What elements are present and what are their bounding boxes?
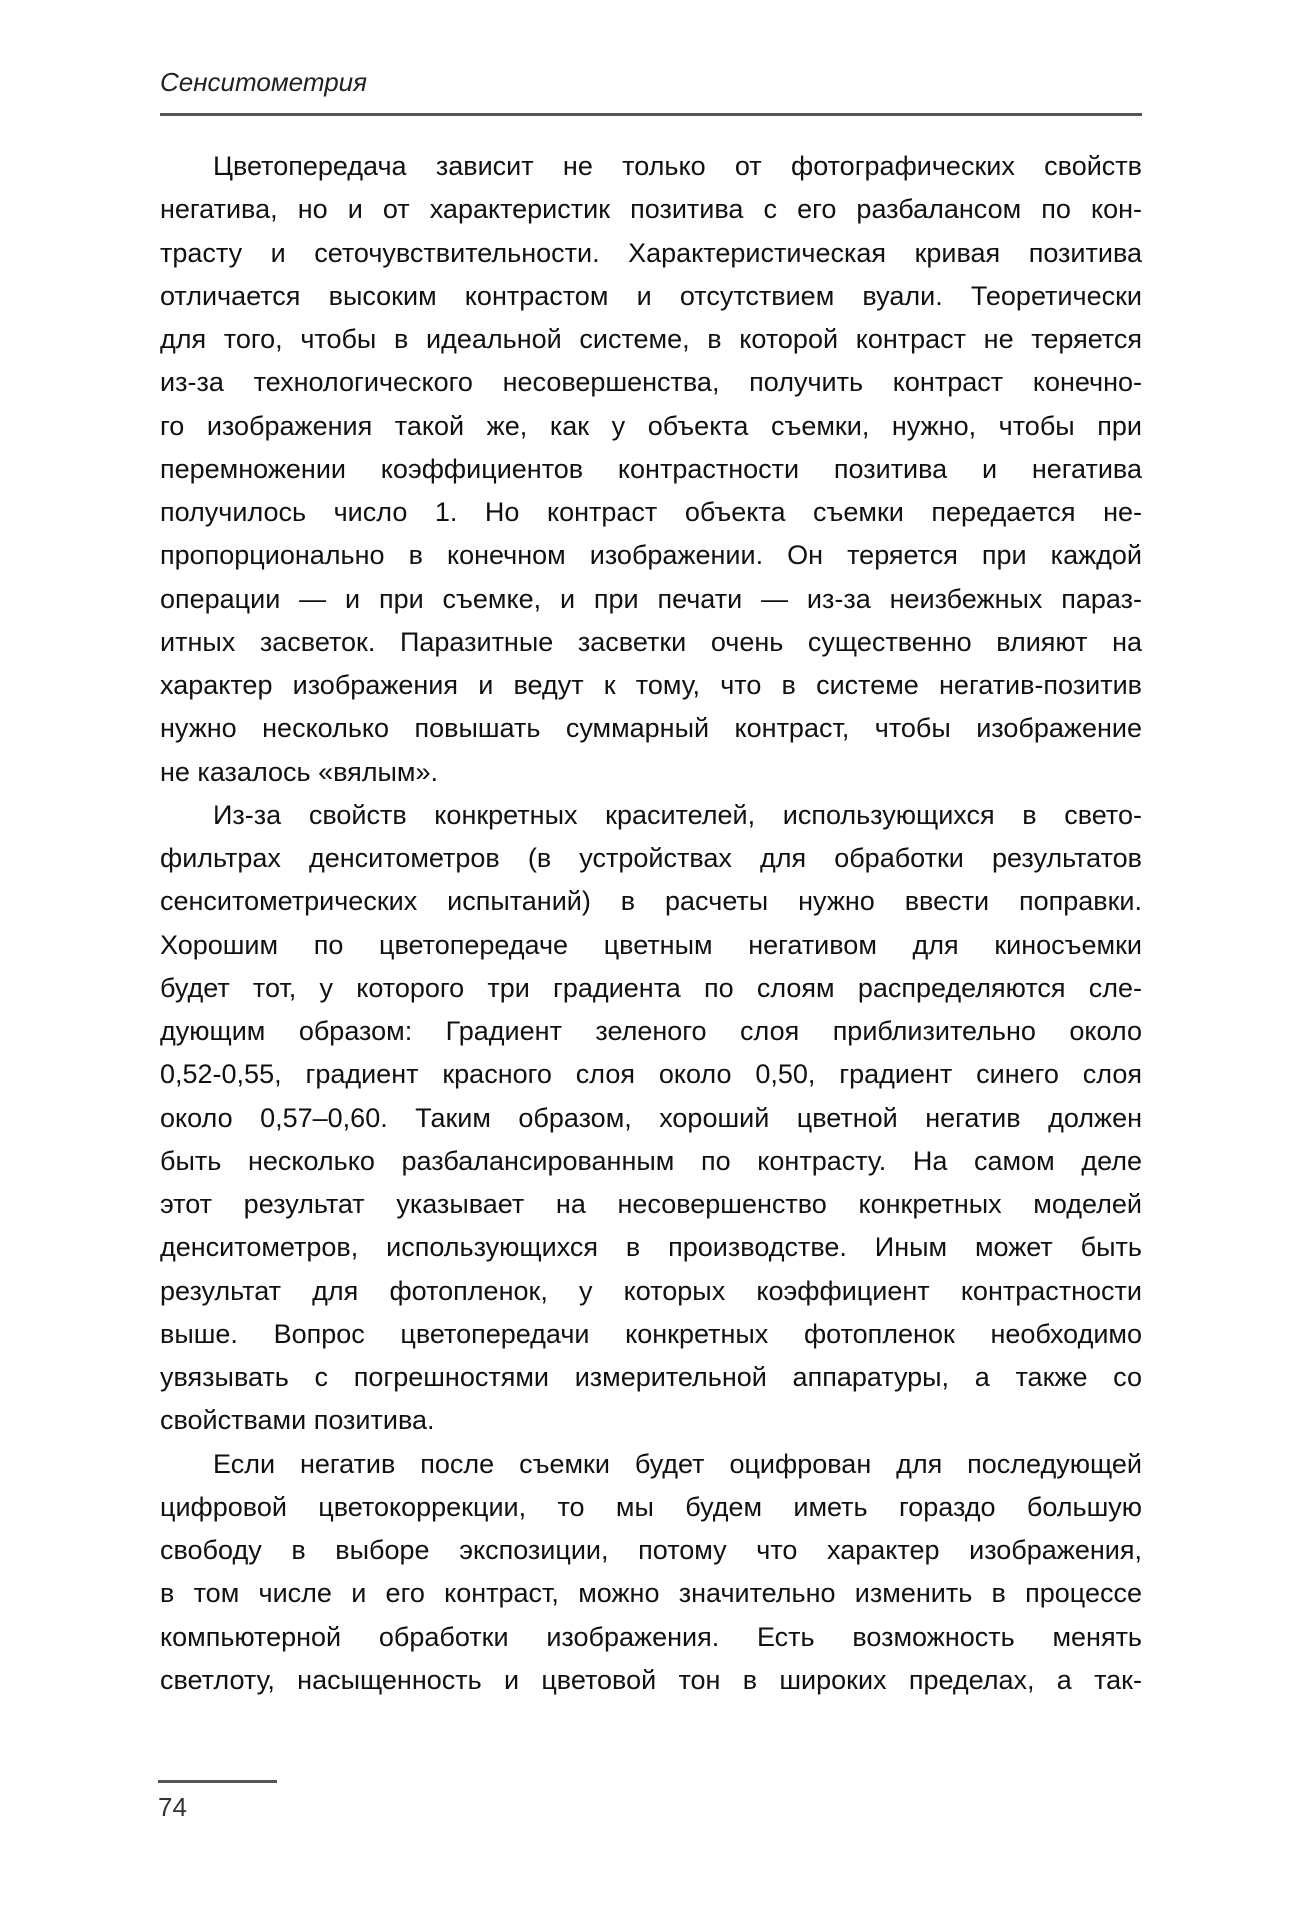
text-line: цифровой цветокоррекции, то мы будем иметь гораздо большую bbox=[160, 1491, 1142, 1522]
running-head-title: Сенситометрия bbox=[160, 67, 367, 97]
text-line: дующим образом: Градиент зеленого слоя приблизительно около bbox=[160, 1016, 1142, 1046]
text-line: денситометров, использующихся в производстве. Иным может быть bbox=[160, 1232, 1142, 1263]
text-line: светлоту, насыщенность и цветовой тон в широких пределах, а так- bbox=[160, 1664, 1142, 1695]
text-line: отличается высоким контрастом и отсутствием вуали. Теоретически bbox=[160, 280, 1142, 311]
text-line: получилось число 1. Но контраст объекта съемки передается не- bbox=[160, 497, 1142, 527]
text-line: выше. Вопрос цветопередачи конкретных фотопленок необходимо bbox=[160, 1318, 1142, 1349]
text-line: быть несколько разбалансированным по контрасту. На самом деле bbox=[160, 1145, 1142, 1176]
text-line: увязывать с погрешностями измерительной аппаратуры, а также со bbox=[160, 1362, 1142, 1392]
text-line: свободу в выборе экспозиции, потому что характер изображения, bbox=[160, 1535, 1142, 1565]
text-line: го изображения такой же, как у объекта съемки, нужно, чтобы при bbox=[160, 410, 1142, 441]
paragraph bbox=[160, 1443, 1142, 1703]
text-line: результат для фотопленок, у которых коэффициент контрастности bbox=[160, 1275, 1142, 1306]
text-line: Если негатив после съемки будет оцифрован для последующей bbox=[213, 1448, 1142, 1479]
text-line: сенситометрических испытаний) в расчеты нужно ввести поправки. bbox=[160, 886, 1142, 917]
text-line: характер изображения и ведут к тому, что в системе негатив-позитив bbox=[160, 670, 1142, 700]
footer-rule bbox=[158, 1780, 277, 1783]
text-line: 0,52-0,55, градиент красного слоя около 0,50, градиент синего слоя bbox=[160, 1059, 1142, 1090]
text-line: Хорошим по цветопередаче цветным негативом для киносъемки bbox=[160, 929, 1142, 960]
text-line: свойствами позитива. bbox=[160, 1405, 435, 1436]
text-line: итных засветок. Паразитные засветки очень существенно влияют на bbox=[160, 626, 1142, 657]
text-line: Цветопередача зависит не только от фотографических свойств bbox=[213, 151, 1142, 181]
text-line: операции — и при съемке, и при печати — из-за неизбежных параз- bbox=[160, 583, 1142, 614]
paragraph bbox=[160, 794, 1142, 1443]
text-line: компьютерной обработки изображения. Есть возможность менять bbox=[160, 1621, 1142, 1652]
text-line: Из-за свойств конкретных красителей, использующихся в свето- bbox=[213, 799, 1142, 830]
text-line: этот результат указывает на несовершенство конкретных моделей bbox=[160, 1189, 1142, 1219]
text-line: около 0,57–0,60. Таким образом, хороший цветной негатив должен bbox=[160, 1102, 1142, 1133]
text-line: в том числе и его контраст, можно значительно изменить в процессе bbox=[160, 1578, 1142, 1609]
text-line: перемножении коэффициентов контрастности позитива и негатива bbox=[160, 453, 1142, 484]
text-line: для того, чтобы в идеальной системе, в которой контраст не теряется bbox=[160, 324, 1142, 354]
body-text bbox=[160, 145, 1142, 1702]
text-line: пропорционально в конечном изображении. Он теряется при каждой bbox=[160, 540, 1142, 571]
text-line: не казалось «вялым». bbox=[160, 756, 439, 787]
text-line: будет тот, у которого три градиента по слоям распределяются сле- bbox=[160, 972, 1142, 1003]
text-line: фильтрах денситометров (в устройствах для обработки результатов bbox=[160, 843, 1142, 873]
paragraph bbox=[160, 145, 1142, 794]
text-line: нужно несколько повышать суммарный контраст, чтобы изображение bbox=[160, 713, 1142, 744]
text-line: негатива, но и от характеристик позитива с его разбалансом по кон- bbox=[160, 194, 1142, 225]
page-number: 74 bbox=[158, 1792, 187, 1822]
text-line: из-за технологического несовершенства, получить контраст конечно- bbox=[160, 367, 1142, 398]
text-line: трасту и сеточувствительности. Характеристическая кривая позитива bbox=[160, 237, 1142, 268]
header-rule bbox=[160, 113, 1142, 116]
